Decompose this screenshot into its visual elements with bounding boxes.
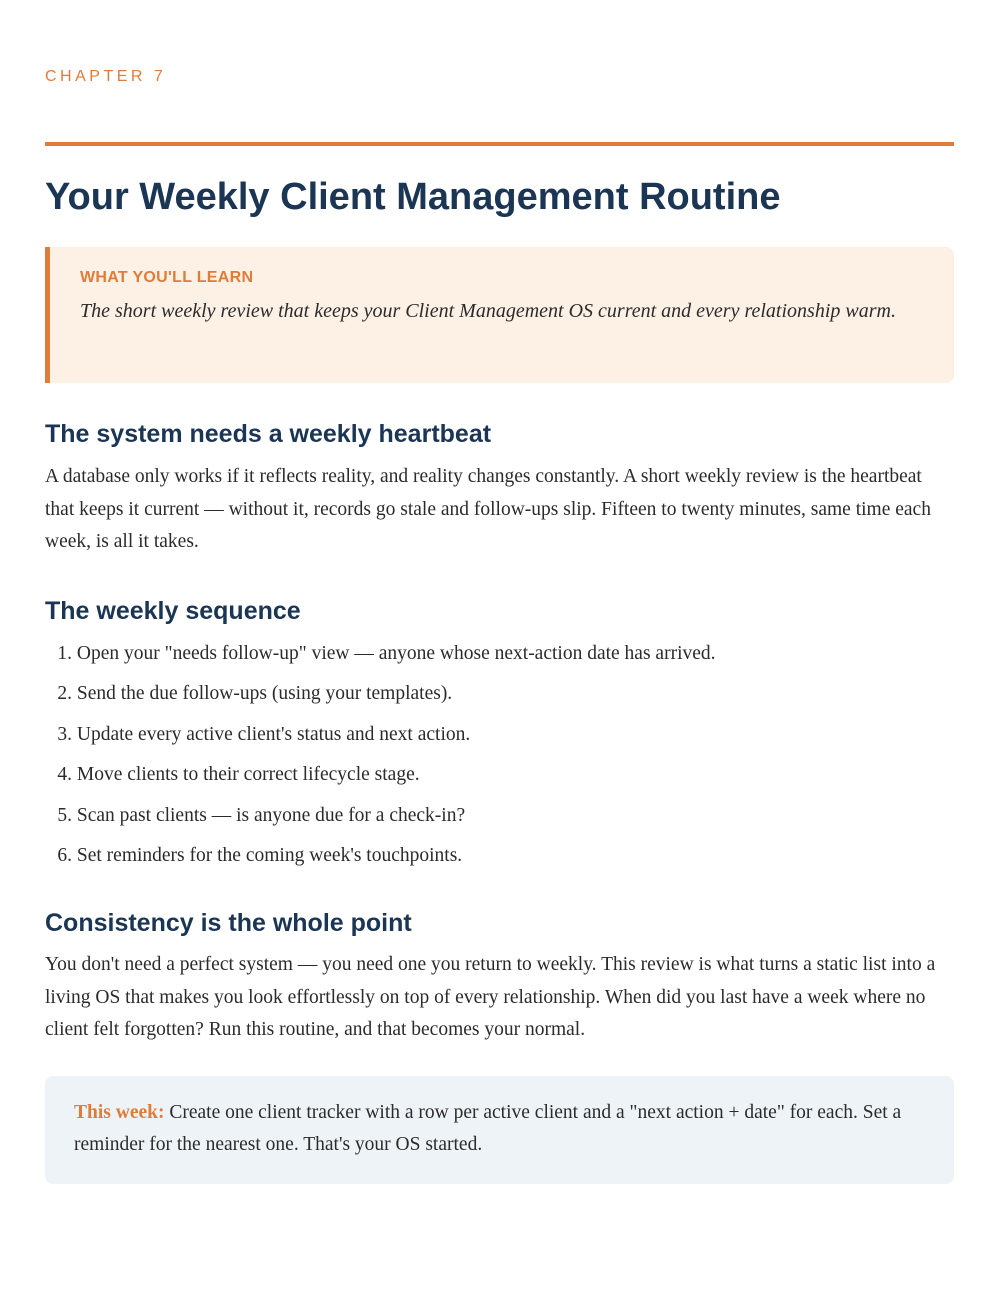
step-text: Update every active client's status and next action.	[76, 723, 471, 745]
list-item	[45, 719, 954, 759]
step-text: Scan past clients — is anyone due for a check-in?	[76, 804, 466, 826]
step-number: 1.	[57, 643, 72, 664]
list-item	[45, 800, 954, 840]
list-item	[45, 759, 954, 799]
step-number: 4.	[57, 764, 72, 786]
step-text: Set reminders for the coming week's touchpoints.	[76, 844, 463, 866]
section-body-heartbeat: A database only works if it reflects reality, and reality changes constantly. A short weekly review is the heartbeat that keeps it current — without it, records go stale and follow-ups slip. Fifteen to twenty minutes, same time each week, is all it takes.	[45, 466, 931, 552]
page-title: Your Weekly Client Management Routine	[45, 176, 781, 218]
section-heading-consistency: Consistency is the whole point	[45, 909, 412, 937]
section-heading-heartbeat: The system needs a weekly heartbeat	[45, 420, 492, 448]
learning-callout	[45, 247, 954, 383]
step-text: Move clients to their correct lifecycle stage.	[76, 764, 420, 786]
learning-callout-text: The short weekly review that keeps your Client Management OS current and every relationship warm.	[80, 300, 896, 322]
list-item	[45, 638, 954, 678]
step-number: 5.	[57, 804, 72, 826]
list-item	[45, 678, 954, 718]
weekly-steps-list	[45, 638, 954, 880]
chapter-divider	[45, 142, 954, 146]
section-body-consistency: You don't need a perfect system — you need one you return to weekly. This review is what turns a static list into a living OS that makes you look effortlessly on top of every relationship. When did you last have a week where no client felt forgotten? Run this routine, and that becomes your normal.	[45, 954, 936, 1040]
action-callout	[45, 1076, 954, 1184]
action-callout-text: Create one client tracker with a row per active client and a "next action + date" for each. Set a reminder for the nearest one. That's your OS started.	[74, 1102, 902, 1155]
step-number: 6.	[57, 844, 72, 866]
step-text: Send the due follow-ups (using your templates).	[76, 683, 453, 705]
chapter-label: CHAPTER 7	[45, 68, 167, 85]
step-number: 2.	[57, 683, 72, 705]
learning-callout-label: WHAT YOU'LL LEARN	[80, 269, 254, 286]
action-callout-label: This week:	[74, 1102, 165, 1123]
step-text: Open your "needs follow-up" view — anyone whose next-action date has arrived.	[76, 643, 716, 664]
step-number: 3.	[57, 723, 72, 745]
list-item	[45, 840, 954, 880]
section-heading-sequence: The weekly sequence	[45, 597, 301, 625]
